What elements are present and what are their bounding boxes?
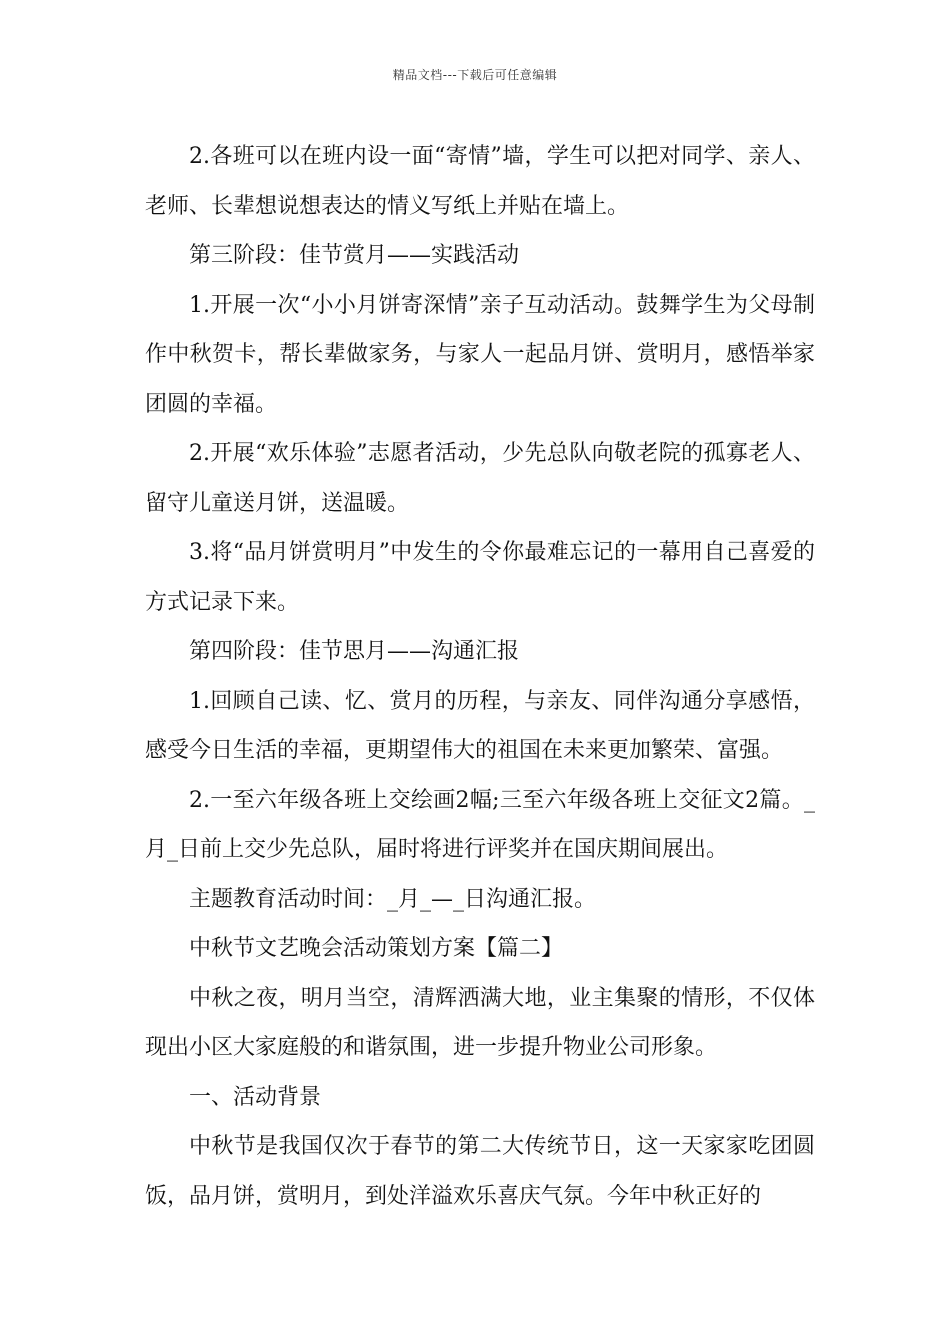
paragraph-class-wall: 2.各班可以在班内设一面“寄情”墙，学生可以把对同学、亲人、老师、长辈想说想表达的情义写纸上并贴在墙上。 [145,144,815,219]
heading-stage-four: 第四阶段：佳节思月——沟通汇报 [189,639,520,664]
paragraph-parent-child-activity: 1.开展一次“小小月饼寄深情”亲子互动活动。鼓舞学生为父母制作中秋贺卡，帮长辈做家务，与家人一起品月饼、赏明月，感悟举家团圆的幸福。 [145,292,815,417]
paragraph-background-text: 中秋节是我国仅次于春节的第二大传统节日，这一天家家吃团圆饭，品月饼，赏明月，到处洋溢欢乐喜庆气氛。今年中秋正好的 [145,1134,815,1209]
page-header: 精品文档---下载后可任意编辑 [392,68,558,82]
paragraph-record-moment: 3.将“品月饼赏明月”中发生的令你最难忘记的一幕用自己喜爱的方式记录下来。 [145,540,815,615]
paragraph-review-share: 1.回顾自己读、忆、赏月的历程，与亲友、同伴沟通分享感悟，感受今日生活的幸福，更期望伟大的祖国在未来更加繁荣、富强。 [145,688,815,763]
paragraph-volunteer-activity: 2.开展“欢乐体验”志愿者活动，少先总队向敬老院的孤寡老人、留守儿童送月饼，送温暖。 [145,441,815,516]
paragraph-mid-autumn-night: 中秋之夜，明月当空，清辉洒满大地，业主集聚的情形，不仅体现出小区大家庭般的和谐氛围，进一步提升物业公司形象。 [145,985,815,1060]
paragraph-activity-time: 主题教育活动时间：_月_—_日沟通汇报。 [189,886,597,912]
document-body [145,132,815,1221]
heading-stage-three: 第三阶段：佳节赏月——实践活动 [189,243,520,268]
heading-activity-background: 一、活动背景 [189,1084,322,1110]
heading-plan-part-two: 中秋节文艺晚会活动策划方案【篇二】 [189,936,564,961]
paragraph-submit-works: 2.一至六年级各班上交绘画2幅;三至六年级各班上交征文2篇。_月_日前上交少先总队，届时将进行评奖并在国庆期间展出。 [145,787,815,862]
